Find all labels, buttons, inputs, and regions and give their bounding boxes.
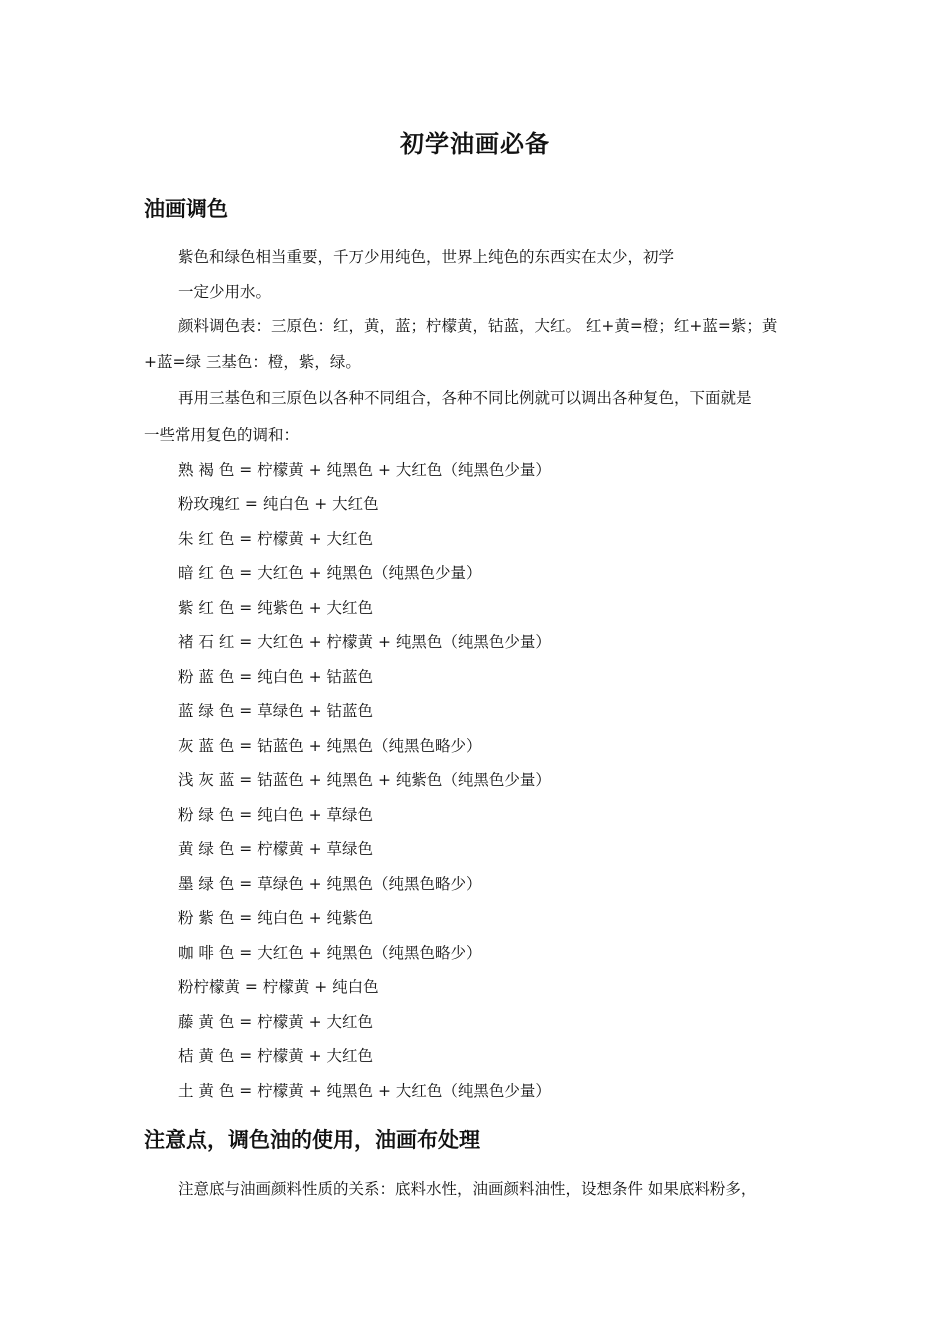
color-mix-row: 褚 石 红 = 大红色 + 柠檬黄 + 纯黑色（纯黑色少量）: [178, 633, 551, 651]
section-heading-notes: 注意点，调色油的使用，油画布处理: [144, 1127, 480, 1152]
color-mix-row: 黄 绿 色 = 柠檬黄 + 草绿色: [178, 840, 374, 858]
paragraph-line: 一些常用复色的调和：: [144, 426, 300, 444]
color-mix-row: 粉柠檬黄 = 柠檬黄 + 纯白色: [178, 978, 379, 996]
paragraph-line: +蓝=绿 三基色：橙，紫，绿。: [144, 353, 361, 371]
color-mix-row: 紫 红 色 = 纯紫色 + 大红色: [178, 599, 374, 617]
section-heading-color-mixing: 油画调色: [144, 196, 228, 221]
color-mix-row: 粉 蓝 色 = 纯白色 + 钴蓝色: [178, 668, 374, 686]
document-title: 初学油画必备: [400, 129, 550, 158]
color-mix-row: 暗 红 色 = 大红色 + 纯黑色（纯黑色少量）: [178, 564, 482, 582]
color-mix-row: 粉玫瑰红 = 纯白色 + 大红色: [178, 495, 379, 513]
paragraph-line: 注意底与油画颜料性质的关系：底料水性，油画颜料油性，设想条件 如果底料粉多，: [178, 1180, 757, 1198]
color-mix-row: 桔 黄 色 = 柠檬黄 + 大红色: [178, 1047, 374, 1065]
color-mix-row: 熟 褐 色 = 柠檬黄 + 纯黑色 + 大红色（纯黑色少量）: [178, 461, 551, 479]
paragraph-line: 颜料调色表：三原色：红，黄，蓝；柠檬黄，钴蓝，大红。 红+黄=橙；红+蓝=紫；黄: [178, 317, 778, 335]
color-mix-row: 土 黄 色 = 柠檬黄 + 纯黑色 + 大红色（纯黑色少量）: [178, 1082, 551, 1100]
color-mix-row: 蓝 绿 色 = 草绿色 + 钴蓝色: [178, 702, 374, 720]
color-mix-row: 墨 绿 色 = 草绿色 + 纯黑色（纯黑色略少）: [178, 875, 482, 893]
color-mix-row: 粉 绿 色 = 纯白色 + 草绿色: [178, 806, 374, 824]
color-mix-row: 粉 紫 色 = 纯白色 + 纯紫色: [178, 909, 374, 927]
color-mix-row: 灰 蓝 色 = 钴蓝色 + 纯黑色（纯黑色略少）: [178, 737, 482, 755]
color-mix-row: 咖 啡 色 = 大红色 + 纯黑色（纯黑色略少）: [178, 944, 482, 962]
color-mix-row: 浅 灰 蓝 = 钴蓝色 + 纯黑色 + 纯紫色（纯黑色少量）: [178, 771, 551, 789]
paragraph-line: 再用三基色和三原色以各种不同组合，各种不同比例就可以调出各种复色，下面就是: [178, 389, 752, 407]
paragraph-line: 一定少用水。: [178, 283, 272, 301]
paragraph-line: 紫色和绿色相当重要，千万少用纯色，世界上纯色的东西实在太少，初学: [178, 248, 675, 266]
color-mix-row: 藤 黄 色 = 柠檬黄 + 大红色: [178, 1013, 374, 1031]
color-mix-row: 朱 红 色 = 柠檬黄 + 大红色: [178, 530, 374, 548]
